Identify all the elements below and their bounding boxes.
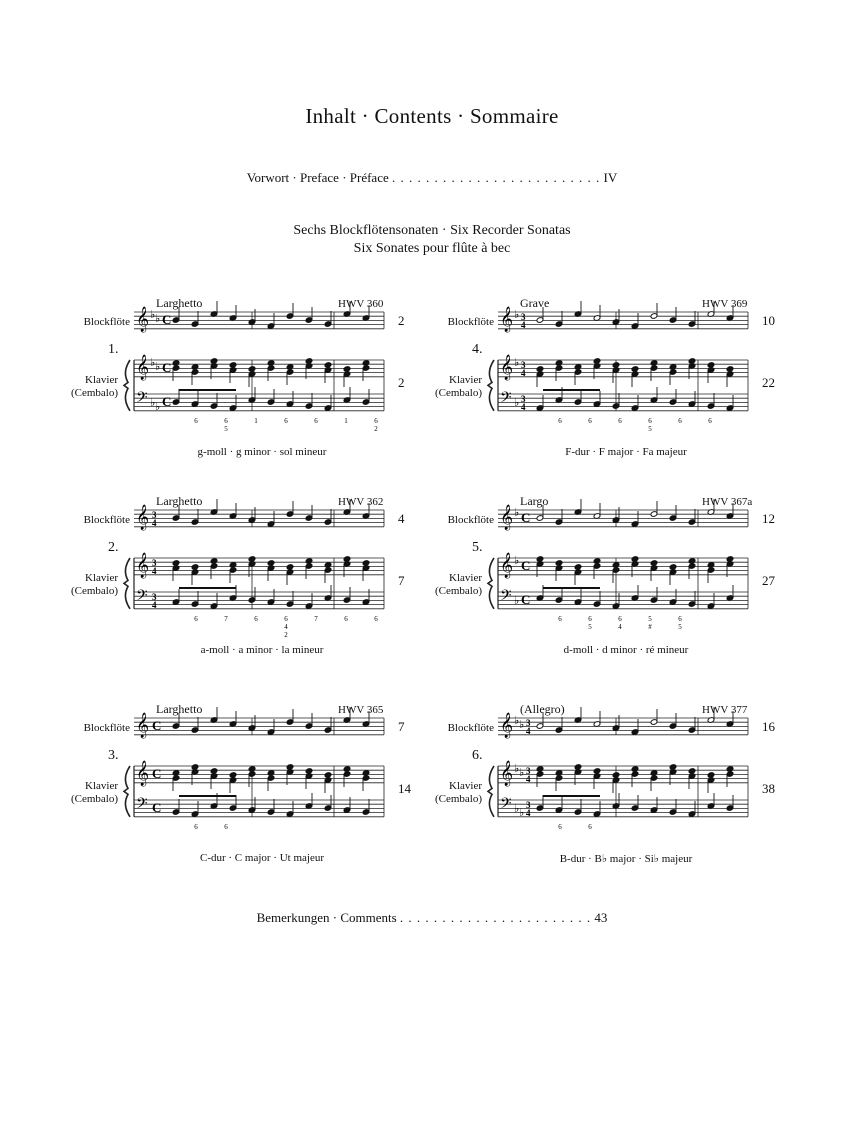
figured-bass-figure: 6 [374, 416, 378, 425]
flat-icon: ♭ [150, 397, 156, 409]
toc-comments-label: Bemerkungen · Comments [256, 910, 397, 925]
key-label: a-moll · a minor · la mineur [200, 644, 324, 656]
figured-bass-figure: 4 [284, 622, 288, 631]
bass-clef-icon: 𝄢 [136, 795, 148, 816]
piano-label-line2: (Cembalo) [434, 793, 482, 805]
piano-label-line1: Klavier [85, 780, 118, 792]
page-title: Inhalt · Contents · Sommaire [305, 104, 559, 128]
sonata-number: 5. [472, 540, 483, 555]
treble-clef-icon: 𝄞 [500, 761, 514, 786]
key-label: C-dur · C major · Ut majeur [199, 852, 325, 864]
key-label: g-moll · g minor · sol mineur [197, 446, 327, 458]
key-label: B-dur · B♭ major · Si♭ majeur [559, 853, 693, 865]
key-label: F-dur · F major · Fa majeur [565, 446, 687, 458]
time-signature-bottom: 4 [526, 808, 531, 818]
piano-brace [124, 360, 130, 411]
flat-icon: ♭ [514, 507, 520, 519]
piano-brace [124, 558, 130, 609]
figured-bass-figure: 6 [284, 614, 288, 623]
figured-bass-figure: 5 [678, 622, 682, 631]
time-signature-bottom: 4 [521, 320, 526, 330]
recorder-page-number: 7 [398, 719, 405, 734]
tempo-marking: Grave [520, 296, 550, 310]
flat-icon: ♭ [519, 807, 525, 819]
treble-clef-icon: 𝄞 [136, 761, 150, 786]
figured-bass-figure: 6 [588, 822, 592, 831]
piano-brace [488, 766, 494, 817]
figured-bass-figure: 6 [194, 416, 198, 425]
sonata-incipit-6[interactable] [436, 702, 776, 882]
toc-comments-page: 43 [594, 910, 608, 925]
toc-preface-dots: . . . . . . . . . . . . . . . . . . . . . . . . . [392, 170, 601, 185]
bass-clef-icon: 𝄢 [136, 389, 148, 410]
figured-bass-figure: 2 [374, 424, 378, 433]
piano-label-line1: Klavier [85, 572, 118, 584]
figured-bass-figure: 6 [224, 822, 228, 831]
recorder-label: Blockflöte [447, 316, 494, 328]
piano-label-line2: (Cembalo) [434, 387, 482, 399]
piano-label-line2: (Cembalo) [434, 585, 482, 597]
figured-bass-figure: 5 [588, 622, 592, 631]
piano-brace [124, 766, 130, 817]
hwv-number: HWV 365 [338, 704, 384, 716]
hwv-number: HWV 362 [338, 496, 384, 508]
figured-bass-figure: 6 [558, 822, 562, 831]
section-heading-line2: Six Sonates pour flûte à bec [353, 241, 511, 256]
bass-clef-icon: 𝄢 [500, 389, 512, 410]
figured-bass-figure: # [648, 622, 652, 631]
flat-icon: ♭ [150, 309, 156, 321]
piano-label-line1: Klavier [449, 572, 482, 584]
piano-page-number: 14 [398, 781, 411, 796]
flat-icon: ♭ [155, 361, 161, 373]
flat-icon: ♭ [514, 715, 520, 727]
toc-preface-label: Vorwort · Preface · Préface [246, 170, 389, 185]
piano-label-line2: (Cembalo) [70, 387, 118, 399]
figured-bass-figure: 6 [558, 614, 562, 623]
figured-bass-figure: 6 [558, 416, 562, 425]
flat-icon: ♭ [514, 555, 520, 567]
figured-bass-figure: 7 [314, 614, 318, 623]
piano-brace [488, 360, 494, 411]
figured-bass-figure: 6 [678, 416, 682, 425]
flat-icon: ♭ [155, 313, 161, 325]
hwv-number: HWV 377 [702, 704, 748, 716]
flat-icon: ♭ [514, 309, 520, 321]
figured-bass-figure: 6 [284, 416, 288, 425]
figured-bass-figure: 6 [588, 416, 592, 425]
sonata-incipit-1[interactable] [72, 296, 412, 476]
time-signature-top: 3 [152, 510, 157, 520]
time-signature-bottom: 4 [152, 518, 157, 528]
figured-bass-figure: 6 [194, 822, 198, 831]
recorder-label: Blockflöte [83, 514, 130, 526]
sonata-number: 4. [472, 342, 483, 357]
piano-label-line2: (Cembalo) [70, 585, 118, 597]
time-signature-top: 3 [526, 766, 531, 776]
figured-bass-figure: 5 [648, 614, 652, 623]
hwv-number: HWV 360 [338, 298, 384, 310]
flat-icon: ♭ [150, 357, 156, 369]
figured-bass-figure: 6 [618, 416, 622, 425]
figured-bass-figure: 4 [618, 622, 622, 631]
treble-clef-icon: 𝄞 [136, 713, 150, 738]
time-signature-bottom: 4 [521, 402, 526, 412]
flat-icon: ♭ [514, 803, 520, 815]
piano-label-line2: (Cembalo) [70, 793, 118, 805]
time-signature-bottom: 4 [521, 368, 526, 378]
figured-bass-figure: 6 [678, 614, 682, 623]
tempo-marking: (Allegro) [520, 702, 565, 716]
time-signature-top: 3 [521, 360, 526, 370]
flat-icon: ♭ [514, 397, 520, 409]
figured-bass-figure: 6 [224, 416, 228, 425]
time-signature-top: 3 [526, 800, 531, 810]
figured-bass-figure: 6 [374, 614, 378, 623]
recorder-page-number: 2 [398, 313, 405, 328]
treble-clef-icon: 𝄞 [500, 553, 514, 578]
common-time-icon: C [521, 510, 531, 525]
treble-clef-icon: 𝄞 [136, 355, 150, 380]
sonata-incipit-2[interactable] [436, 296, 776, 476]
tempo-marking: Larghetto [156, 702, 203, 716]
treble-clef-icon: 𝄞 [500, 307, 514, 332]
figured-bass-figure: 2 [284, 630, 288, 639]
figured-bass-figure: 5 [224, 424, 228, 433]
sonata-incipit-3[interactable] [72, 494, 412, 674]
figured-bass-figure: 6 [254, 614, 258, 623]
toc-preface-page: IV [603, 170, 618, 185]
section-heading [0, 222, 864, 258]
flat-icon: ♭ [514, 763, 520, 775]
flat-icon: ♭ [519, 719, 525, 731]
sonata-incipit-4[interactable] [436, 494, 776, 674]
figured-bass-figure: 6 [314, 416, 318, 425]
time-signature-top: 3 [521, 394, 526, 404]
bass-clef-icon: 𝄢 [500, 795, 512, 816]
piano-page-number: 38 [762, 781, 775, 796]
recorder-label: Blockflöte [447, 722, 494, 734]
key-label: d-moll · d minor · ré mineur [563, 644, 689, 656]
toc-entry-comments[interactable] [0, 910, 864, 926]
piano-page-number: 7 [398, 573, 405, 588]
figured-bass-figure: 5 [648, 424, 652, 433]
treble-clef-icon: 𝄞 [136, 553, 150, 578]
time-signature-top: 3 [152, 558, 157, 568]
hwv-number: HWV 369 [702, 298, 748, 310]
figured-bass-figure: 1 [254, 416, 258, 425]
treble-clef-icon: 𝄞 [500, 713, 514, 738]
time-signature-bottom: 4 [152, 566, 157, 576]
recorder-label: Blockflöte [83, 722, 130, 734]
piano-label-line1: Klavier [449, 374, 482, 386]
treble-clef-icon: 𝄞 [500, 355, 514, 380]
recorder-label: Blockflöte [447, 514, 494, 526]
common-time-icon: C [521, 558, 531, 573]
flat-icon: ♭ [514, 595, 520, 607]
time-signature-bottom: 4 [526, 774, 531, 784]
common-time-icon: C [152, 766, 162, 781]
bass-clef-icon: 𝄢 [500, 587, 512, 608]
figured-bass-figure: 6 [344, 614, 348, 623]
sonata-number: 3. [108, 748, 119, 763]
time-signature-bottom: 4 [152, 600, 157, 610]
tempo-marking: Larghetto [156, 494, 203, 508]
bass-clef-icon: 𝄢 [136, 587, 148, 608]
recorder-label: Blockflöte [83, 316, 130, 328]
common-time-icon: C [162, 360, 172, 375]
tempo-marking: Largo [520, 494, 549, 508]
treble-clef-icon: 𝄞 [136, 307, 150, 332]
time-signature-bottom: 4 [526, 726, 531, 736]
recorder-page-number: 10 [762, 313, 775, 328]
flat-icon: ♭ [519, 767, 525, 779]
figured-bass-figure: 7 [224, 614, 228, 623]
figured-bass-figure: 1 [344, 416, 348, 425]
piano-label-line1: Klavier [449, 780, 482, 792]
recorder-page-number: 4 [398, 511, 405, 526]
figured-bass-figure: 6 [708, 416, 712, 425]
figured-bass-figure: 6 [648, 416, 652, 425]
common-time-icon: C [521, 592, 531, 607]
common-time-icon: C [152, 800, 162, 815]
treble-clef-icon: 𝄞 [500, 505, 514, 530]
time-signature-top: 3 [152, 592, 157, 602]
time-signature-top: 3 [526, 718, 531, 728]
sonata-number: 2. [108, 540, 119, 555]
piano-page-number: 22 [762, 375, 775, 390]
common-time-icon: C [162, 394, 172, 409]
hwv-number: HWV 367a [702, 496, 753, 508]
piano-page-number: 27 [762, 573, 775, 588]
common-time-icon: C [152, 718, 162, 733]
figured-bass-figure: 6 [618, 614, 622, 623]
toc-entry-preface[interactable] [0, 170, 864, 186]
recorder-page-number: 16 [762, 719, 775, 734]
flat-icon: ♭ [514, 357, 520, 369]
piano-page-number: 2 [398, 375, 405, 390]
recorder-page-number: 12 [762, 511, 775, 526]
piano-brace [488, 558, 494, 609]
piano-label-line1: Klavier [85, 374, 118, 386]
section-heading-line1: Sechs Blockflötensonaten · Six Recorder Sonatas [293, 223, 571, 238]
figured-bass-figure: 6 [588, 614, 592, 623]
figured-bass-figure: 6 [194, 614, 198, 623]
sonata-incipit-5[interactable] [72, 702, 412, 882]
common-time-icon: C [162, 312, 172, 327]
treble-clef-icon: 𝄞 [136, 505, 150, 530]
sonata-number: 6. [472, 748, 483, 763]
sonata-number: 1. [108, 342, 119, 357]
tempo-marking: Larghetto [156, 296, 203, 310]
flat-icon: ♭ [155, 401, 161, 413]
time-signature-top: 3 [521, 312, 526, 322]
toc-comments-dots: . . . . . . . . . . . . . . . . . . . . . . . [399, 910, 592, 925]
